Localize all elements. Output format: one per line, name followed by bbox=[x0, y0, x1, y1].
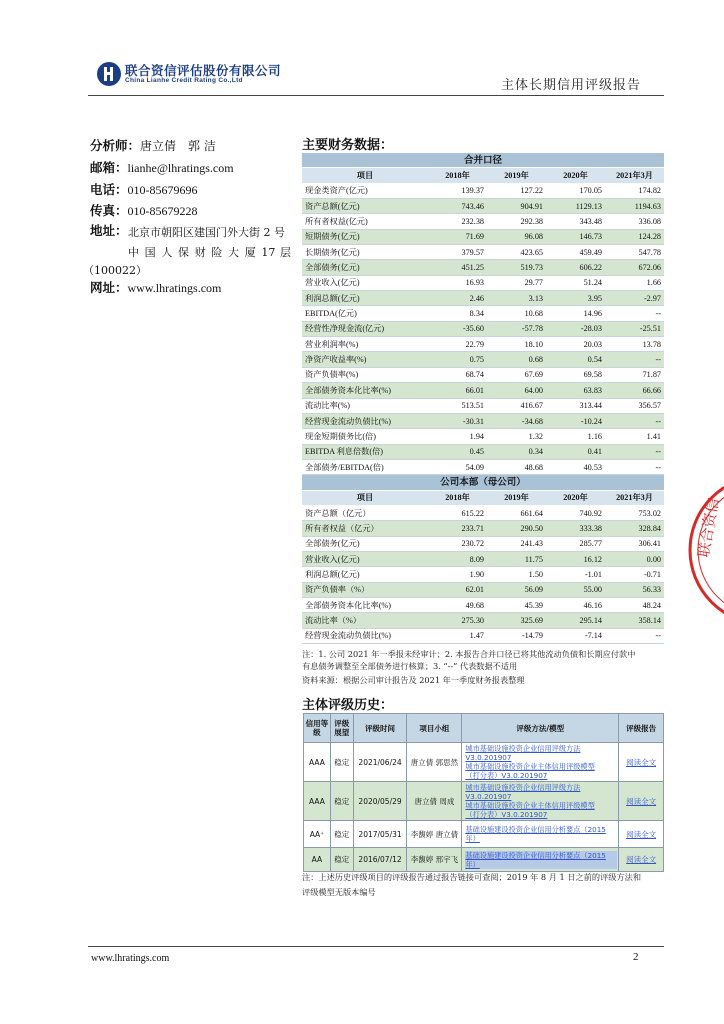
cell-value: 313.44 bbox=[546, 398, 605, 413]
cell-value: 519.73 bbox=[487, 260, 546, 275]
cell-value: -25.51 bbox=[605, 321, 664, 336]
column-header: 2020年 bbox=[546, 168, 605, 183]
cell-value: 146.73 bbox=[546, 229, 605, 244]
method-link[interactable]: （打分表）V3.0.201907 bbox=[465, 810, 548, 819]
cell-value: 40.53 bbox=[546, 459, 605, 474]
history-date: 2016/07/12 bbox=[353, 848, 407, 872]
column-header: 2019年 bbox=[487, 168, 546, 183]
cell-value: 1.16 bbox=[546, 429, 605, 444]
history-team: 李馥婷 唐立倩 bbox=[407, 821, 462, 848]
cell-value: 8.34 bbox=[428, 306, 487, 321]
footer-url[interactable]: www.lhratings.com bbox=[91, 953, 170, 964]
header-team: 项目小组 bbox=[407, 714, 462, 743]
row-label: 流动比率（%） bbox=[302, 613, 428, 628]
method-link[interactable]: V3.0.201907 bbox=[465, 753, 512, 762]
cell-value: -- bbox=[605, 444, 664, 459]
history-row bbox=[304, 821, 664, 848]
cell-value: 56.33 bbox=[605, 582, 664, 597]
analyst-names: 唐立倩 郭 洁 bbox=[140, 139, 216, 153]
consolidated-band-row bbox=[302, 153, 664, 168]
cell-value: 0.68 bbox=[487, 352, 546, 367]
column-header: 2019年 bbox=[487, 490, 546, 505]
row-label: 资产负债率(%) bbox=[302, 367, 428, 382]
history-date: 2021/06/24 bbox=[353, 743, 407, 782]
history-report bbox=[619, 743, 664, 782]
header-outlook: 评级展望 bbox=[330, 714, 353, 743]
financials-note-2: 有息债务调整至全部债务进行核算；3. “--” 代表数据不适用 bbox=[302, 661, 518, 671]
header-report: 评级报告 bbox=[619, 714, 664, 743]
cell-value: 513.51 bbox=[428, 398, 487, 413]
row-label: 利润总额(亿元) bbox=[302, 291, 428, 306]
table-header-row bbox=[302, 168, 664, 183]
email-line bbox=[90, 159, 234, 177]
history-note-1: 注：上述历史评级项目的评级报告通过报告链接可查阅；2019 年 8 月 1 日之前的评级方法和 bbox=[302, 872, 642, 882]
table-row bbox=[302, 444, 664, 459]
cell-value: 174.82 bbox=[605, 183, 664, 198]
row-label: 现金类资产(亿元) bbox=[302, 183, 428, 198]
history-report bbox=[619, 848, 664, 872]
cell-value: 0.41 bbox=[546, 444, 605, 459]
history-outlook: 稳定 bbox=[330, 743, 353, 782]
financials-title: 主要财务数据： bbox=[302, 138, 394, 153]
column-header: 项目 bbox=[302, 490, 428, 505]
cell-value: 0.34 bbox=[487, 444, 546, 459]
cell-value: -2.97 bbox=[605, 291, 664, 306]
row-label: 利润总额(亿元) bbox=[302, 567, 428, 582]
method-link[interactable]: V3.0.201907 bbox=[465, 792, 512, 801]
financials-table bbox=[302, 153, 664, 644]
cell-value: 22.79 bbox=[428, 337, 487, 352]
row-label: 所有者权益(亿元) bbox=[302, 214, 428, 229]
cell-value: 14.96 bbox=[546, 306, 605, 321]
cell-value: 547.78 bbox=[605, 245, 664, 260]
row-label: 经营现金流动负债比(%) bbox=[302, 413, 428, 428]
cell-value: -1.01 bbox=[546, 567, 605, 582]
cell-value: 11.75 bbox=[487, 551, 546, 566]
table-row bbox=[302, 321, 664, 336]
method-link[interactable]: 基础设施建设投资企业信用分析要点（2015 bbox=[465, 851, 617, 860]
cell-value: 1.50 bbox=[487, 567, 546, 582]
history-grade: AAA bbox=[304, 782, 331, 821]
cell-value: 1.47 bbox=[428, 628, 487, 643]
cell-value: -- bbox=[605, 306, 664, 321]
cell-value: 740.92 bbox=[546, 505, 605, 520]
cell-value: 343.48 bbox=[546, 214, 605, 229]
cell-value: 292.38 bbox=[487, 214, 546, 229]
table-row bbox=[302, 429, 664, 444]
cell-value: -14.79 bbox=[487, 628, 546, 643]
table-row bbox=[302, 521, 664, 536]
cell-value: 290.50 bbox=[487, 521, 546, 536]
cell-value: -30.31 bbox=[428, 413, 487, 428]
address-label-line bbox=[90, 222, 128, 240]
table-row bbox=[302, 306, 664, 321]
cell-value: -57.78 bbox=[487, 321, 546, 336]
read-report-link[interactable]: 阅读全文 bbox=[626, 855, 657, 864]
cell-value: 48.68 bbox=[487, 459, 546, 474]
table-row bbox=[302, 413, 664, 428]
cell-value: 285.77 bbox=[546, 536, 605, 551]
cell-value: 16.93 bbox=[428, 275, 487, 290]
table-row bbox=[302, 214, 664, 229]
cell-value: 49.68 bbox=[428, 597, 487, 612]
cell-value: 139.37 bbox=[428, 183, 487, 198]
cell-value: 232.38 bbox=[428, 214, 487, 229]
cell-value: 0.75 bbox=[428, 352, 487, 367]
table-row bbox=[302, 260, 664, 275]
table-row bbox=[302, 613, 664, 628]
history-grade: AA⁺ bbox=[304, 821, 331, 848]
history-grade: AAA bbox=[304, 743, 331, 782]
method-link[interactable]: 城市基础设施投资企业信用评级方法 bbox=[465, 783, 581, 792]
cell-value: 0.45 bbox=[428, 444, 487, 459]
history-outlook: 稳定 bbox=[330, 782, 353, 821]
cell-value: 51.24 bbox=[546, 275, 605, 290]
cell-value: 1.41 bbox=[605, 429, 664, 444]
cell-value: -7.14 bbox=[546, 628, 605, 643]
table-row bbox=[302, 275, 664, 290]
cell-value: 71.87 bbox=[605, 367, 664, 382]
cell-value: 45.39 bbox=[487, 597, 546, 612]
cell-value: 48.24 bbox=[605, 597, 664, 612]
fax-value: 010-85679228 bbox=[127, 204, 198, 218]
history-report bbox=[619, 782, 664, 821]
read-report-link[interactable]: 阅读全文 bbox=[626, 796, 657, 806]
cell-value: 379.57 bbox=[428, 245, 487, 260]
method-link[interactable]: 城市基础设施投资企业主体信用评级模型 bbox=[465, 762, 595, 771]
history-methods bbox=[462, 782, 619, 821]
cell-value: 241.43 bbox=[487, 536, 546, 551]
read-report-link[interactable]: 阅读全文 bbox=[626, 829, 657, 839]
table-band-title: 合并口径 bbox=[302, 153, 664, 168]
cell-value: -10.24 bbox=[546, 413, 605, 428]
column-header: 2018年 bbox=[428, 490, 487, 505]
cell-value: 3.95 bbox=[546, 291, 605, 306]
cell-value: 1.32 bbox=[487, 429, 546, 444]
table-row bbox=[302, 505, 664, 520]
website-value[interactable]: www.lhratings.com bbox=[127, 281, 222, 295]
cell-value: 69.58 bbox=[546, 367, 605, 382]
cell-value: -35.60 bbox=[428, 321, 487, 336]
fax-label: 传真： bbox=[90, 203, 128, 218]
table-row bbox=[302, 536, 664, 551]
history-outlook: 稳定 bbox=[330, 821, 353, 848]
company-seal bbox=[686, 470, 724, 630]
logo-company-name: 联合资信评估股份有限公司 bbox=[125, 63, 282, 78]
page-number: 2 bbox=[633, 951, 639, 963]
read-report-link[interactable]: 阅读全文 bbox=[626, 757, 657, 767]
fax-line bbox=[90, 202, 198, 220]
row-label: 全部债务资本化比率(%) bbox=[302, 383, 428, 398]
table-row bbox=[302, 229, 664, 244]
cell-value: 904.91 bbox=[487, 199, 546, 214]
row-label: 资产负债率（%） bbox=[302, 582, 428, 597]
report-title: 主体长期信用评级报告 bbox=[500, 78, 641, 93]
cell-value: 62.01 bbox=[428, 582, 487, 597]
cell-value: 29.77 bbox=[487, 275, 546, 290]
history-team: 李馥婷 邢宇飞 bbox=[407, 848, 462, 872]
cell-value: 333.38 bbox=[546, 521, 605, 536]
cell-value: 56.09 bbox=[487, 582, 546, 597]
header-method: 评级方法/模型 bbox=[462, 714, 619, 743]
history-team: 唐立倩 周成 bbox=[407, 782, 462, 821]
cell-value: 743.46 bbox=[428, 199, 487, 214]
cell-value: 1.66 bbox=[605, 275, 664, 290]
cell-value: 0.54 bbox=[546, 352, 605, 367]
row-label: 资产总额(亿元) bbox=[302, 199, 428, 214]
history-row bbox=[304, 782, 664, 821]
cell-value: 615.22 bbox=[428, 505, 487, 520]
footer-divider bbox=[88, 946, 664, 947]
cell-value: -- bbox=[605, 628, 664, 643]
financials-source-note: 资料来源：根据公司审计报告及 2021 年一季度财务报表整理 bbox=[302, 675, 525, 685]
cell-value: -28.03 bbox=[546, 321, 605, 336]
cell-value: 416.67 bbox=[487, 398, 546, 413]
cell-value: 127.22 bbox=[487, 183, 546, 198]
history-team: 唐立倩 郭思然 bbox=[407, 743, 462, 782]
history-methods bbox=[462, 743, 619, 782]
cell-value: 67.69 bbox=[487, 367, 546, 382]
cell-value: 170.05 bbox=[546, 183, 605, 198]
table-row bbox=[302, 183, 664, 198]
cell-value: -- bbox=[605, 352, 664, 367]
address-line-2: 中 国 人 保 财 险 大 厦 17 层 bbox=[128, 246, 291, 259]
address-label: 地址： bbox=[90, 223, 128, 238]
cell-value: 233.71 bbox=[428, 521, 487, 536]
cell-value: 8.09 bbox=[428, 551, 487, 566]
row-label: 长期债务(亿元) bbox=[302, 245, 428, 260]
method-link[interactable]: 基础设施建设投资企业信用分析要点（2015 bbox=[465, 825, 606, 834]
email-value[interactable]: lianhe@lhratings.com bbox=[127, 161, 234, 175]
table-row bbox=[302, 367, 664, 382]
table-row bbox=[302, 628, 664, 643]
seal-text: 联合资信 bbox=[694, 496, 723, 559]
table-row bbox=[302, 352, 664, 367]
row-label: 营业收入(亿元) bbox=[302, 551, 428, 566]
cell-value: 64.00 bbox=[487, 383, 546, 398]
financials-note-1: 注：1. 公司 2021 年一季报未经审计；2. 本报告合并口径已将其他流动负债和长期应付款中 bbox=[302, 649, 636, 659]
cell-value: 3.13 bbox=[487, 291, 546, 306]
cell-value: 54.09 bbox=[428, 459, 487, 474]
cell-value: 63.83 bbox=[546, 383, 605, 398]
cell-value: 672.06 bbox=[605, 260, 664, 275]
logo-company-name-en: China Lianhe Credit Rating Co.,Ltd bbox=[125, 77, 243, 84]
cell-value: 18.10 bbox=[487, 337, 546, 352]
row-label: EBITDA 利息倍数(倍) bbox=[302, 444, 428, 459]
table-row bbox=[302, 567, 664, 582]
cell-value: 275.30 bbox=[428, 613, 487, 628]
parent-band-row bbox=[302, 475, 664, 490]
table-row bbox=[302, 551, 664, 566]
cell-value: 295.14 bbox=[546, 613, 605, 628]
table-row bbox=[302, 459, 664, 474]
cell-value: -0.71 bbox=[605, 567, 664, 582]
cell-value: 358.14 bbox=[605, 613, 664, 628]
cell-value: 124.28 bbox=[605, 229, 664, 244]
history-row bbox=[304, 848, 664, 872]
history-grade: AA bbox=[304, 848, 331, 872]
cell-value: 1.94 bbox=[428, 429, 487, 444]
address-line-3: （100022） bbox=[83, 264, 147, 277]
table-row bbox=[302, 245, 664, 260]
method-link[interactable]: 城市基础设施投资企业主体信用评级模型 bbox=[465, 801, 595, 810]
row-label: 全部债务(亿元) bbox=[302, 260, 428, 275]
cell-value: 10.68 bbox=[487, 306, 546, 321]
cell-value: 356.57 bbox=[605, 398, 664, 413]
cell-value: 2.46 bbox=[428, 291, 487, 306]
row-label: 营业收入(亿元) bbox=[302, 275, 428, 290]
method-link[interactable]: 城市基础设施投资企业信用评级方法 bbox=[465, 744, 581, 753]
cell-value: 20.03 bbox=[546, 337, 605, 352]
table-row bbox=[302, 398, 664, 413]
history-header-row bbox=[304, 714, 664, 743]
table-header-row bbox=[302, 490, 664, 505]
cell-value: 1.90 bbox=[428, 567, 487, 582]
phone-value: 010-85679696 bbox=[127, 183, 198, 197]
row-label: 短期债务(亿元) bbox=[302, 229, 428, 244]
cell-value: 328.84 bbox=[605, 521, 664, 536]
history-date: 2020/05/29 bbox=[353, 782, 407, 821]
rating-history-table bbox=[303, 713, 664, 872]
cell-value: -34.68 bbox=[487, 413, 546, 428]
cell-value: 459.49 bbox=[546, 245, 605, 260]
cell-value: 66.01 bbox=[428, 383, 487, 398]
cell-value: 0.00 bbox=[605, 551, 664, 566]
cell-value: 46.16 bbox=[546, 597, 605, 612]
table-row bbox=[302, 582, 664, 597]
history-note-2: 评级模型无版本编号 bbox=[302, 887, 376, 897]
row-label: 流动比率(%) bbox=[302, 398, 428, 413]
cell-value: -- bbox=[605, 413, 664, 428]
cell-value: 16.12 bbox=[546, 551, 605, 566]
cell-value: 66.66 bbox=[605, 383, 664, 398]
history-row bbox=[304, 743, 664, 782]
cell-value: 68.74 bbox=[428, 367, 487, 382]
table-row bbox=[302, 291, 664, 306]
column-header: 2021年3月 bbox=[605, 168, 664, 183]
header-date: 评级时间 bbox=[353, 714, 407, 743]
table-band-title: 公司本部（母公司） bbox=[302, 475, 664, 490]
column-header: 2018年 bbox=[428, 168, 487, 183]
cell-value: -- bbox=[605, 459, 664, 474]
history-report bbox=[619, 821, 664, 848]
history-methods bbox=[462, 848, 619, 872]
logo-mark-icon bbox=[96, 61, 122, 87]
analyst-label: 分析师： bbox=[90, 138, 141, 153]
table-row bbox=[302, 597, 664, 612]
website-label: 网址： bbox=[90, 280, 128, 295]
cell-value: 13.78 bbox=[605, 337, 664, 352]
table-row bbox=[302, 383, 664, 398]
row-label: 全部债务/EBITDA(倍) bbox=[302, 459, 428, 474]
company-logo bbox=[96, 60, 286, 90]
cell-value: 230.72 bbox=[428, 536, 487, 551]
row-label: 现金短期债务比(倍) bbox=[302, 429, 428, 444]
cell-value: 451.25 bbox=[428, 260, 487, 275]
header-divider bbox=[88, 95, 664, 96]
column-header: 2020年 bbox=[546, 490, 605, 505]
row-label: 经营性净现金流(亿元) bbox=[302, 321, 428, 336]
address-line-1: 北京市朝阳区建国门外大街 2 号 bbox=[128, 226, 285, 239]
phone-label: 电话： bbox=[90, 182, 128, 197]
cell-value: 1194.63 bbox=[605, 199, 664, 214]
table-row bbox=[302, 337, 664, 352]
row-label: 营业利润率(%) bbox=[302, 337, 428, 352]
cell-value: 325.69 bbox=[487, 613, 546, 628]
website-line bbox=[90, 279, 221, 297]
analyst-line bbox=[90, 137, 216, 155]
method-link[interactable]: 年） bbox=[465, 834, 480, 843]
row-label: 资产总额（亿元） bbox=[302, 505, 428, 520]
cell-value: 606.22 bbox=[546, 260, 605, 275]
phone-line bbox=[90, 181, 198, 199]
cell-value: 71.69 bbox=[428, 229, 487, 244]
table-row bbox=[302, 199, 664, 214]
column-header: 2021年3月 bbox=[605, 490, 664, 505]
cell-value: 306.41 bbox=[605, 536, 664, 551]
history-methods bbox=[462, 821, 619, 848]
history-title: 主体评级历史： bbox=[302, 698, 394, 713]
cell-value: 423.65 bbox=[487, 245, 546, 260]
row-label: 净资产收益率(%) bbox=[302, 352, 428, 367]
history-outlook: 稳定 bbox=[330, 848, 353, 872]
column-header: 项目 bbox=[302, 168, 428, 183]
cell-value: 55.00 bbox=[546, 582, 605, 597]
cell-value: 1129.13 bbox=[546, 199, 605, 214]
row-label: 经营现金流动负债比(%) bbox=[302, 628, 428, 643]
cell-value: 96.08 bbox=[487, 229, 546, 244]
cell-value: 661.64 bbox=[487, 505, 546, 520]
row-label: 全部债务(亿元) bbox=[302, 536, 428, 551]
header-grade: 信用等级 bbox=[304, 714, 331, 743]
history-date: 2017/05/31 bbox=[353, 821, 407, 848]
cell-value: 336.08 bbox=[605, 214, 664, 229]
row-label: 所有者权益（亿元） bbox=[302, 521, 428, 536]
email-label: 邮箱： bbox=[90, 160, 128, 175]
row-label: 全部债务资本化比率(%) bbox=[302, 597, 428, 612]
method-link[interactable]: 年） bbox=[465, 860, 617, 869]
row-label: EBITDA(亿元) bbox=[302, 306, 428, 321]
method-link[interactable]: （打分表）V3.0.201907 bbox=[465, 771, 548, 780]
cell-value: 753.02 bbox=[605, 505, 664, 520]
